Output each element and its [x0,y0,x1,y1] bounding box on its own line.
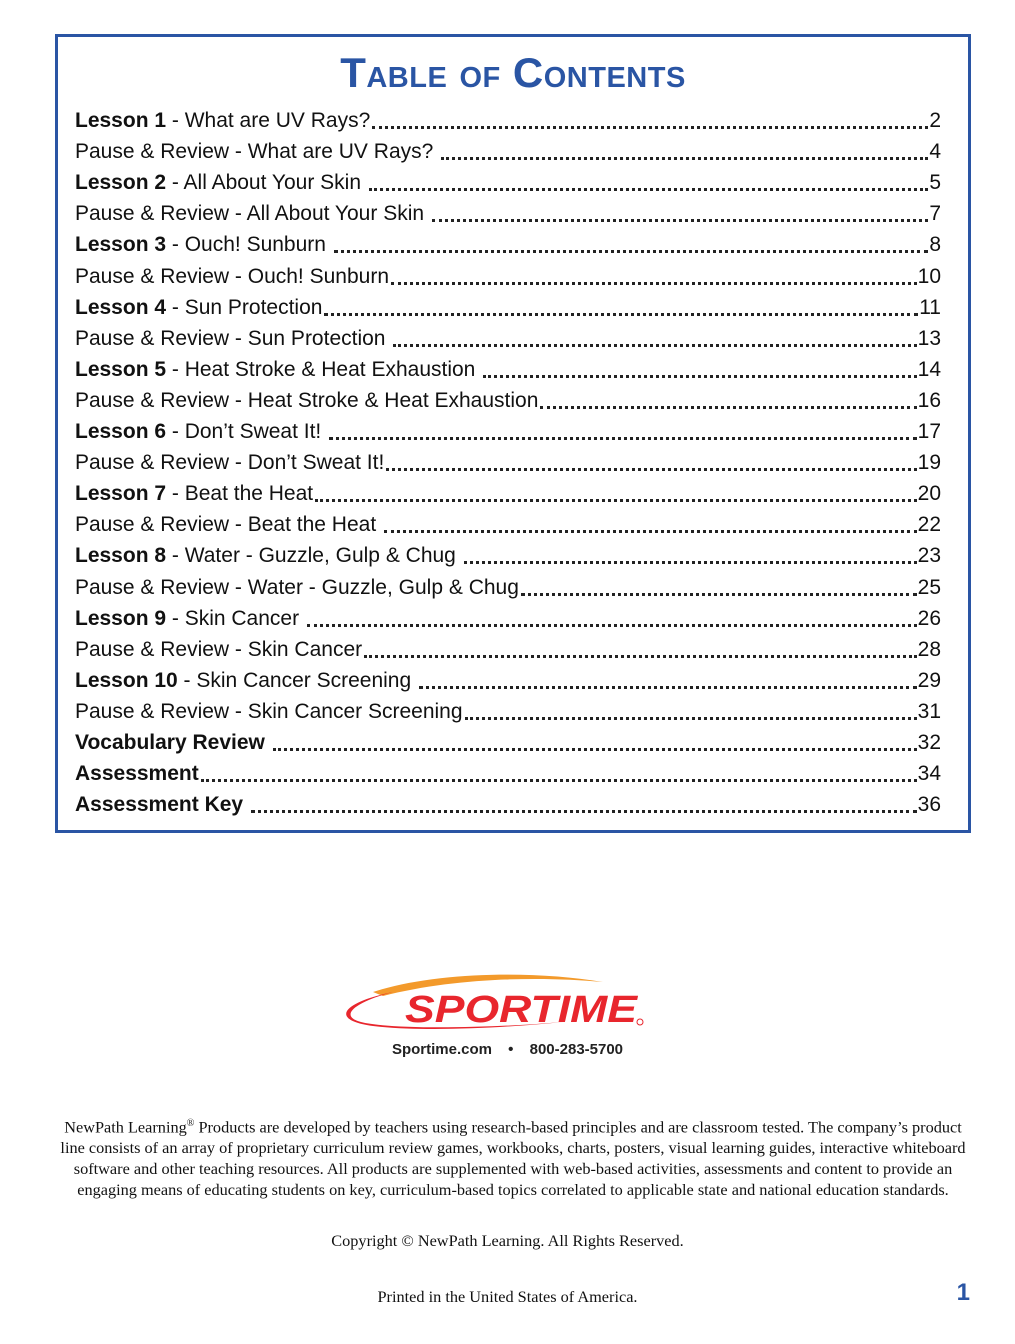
toc-entry-bold: Lesson 2 [75,171,167,195]
toc-entry-text: - Water - Guzzle, Gulp & Chug [166,544,462,568]
blurb-text: Products are developed by teachers using research-based principles and are classroom tested. The company’s product line consists of an array of proprietary curriculum review games, workbooks, charts, posters, visual learning guides, interactive whiteboard software and other teaching resources. All products are supplemented with web-based activities, assessments and content to provide an engaging means of educating students on key, curriculum-based topics correlated to applicable state and national education standards. [60,1117,966,1199]
sportime-logo [333,970,648,1032]
toc-entry [75,321,941,352]
toc-entry-text: Pause & Review - Skin Cancer [75,637,363,661]
toc-entry-label [75,792,249,818]
toc-entry-text: Pause & Review - Sun Protection [75,326,392,350]
dot-leader [364,654,917,658]
toc-entry-label [75,108,370,134]
toc-entry-bold: Assessment Key [75,793,244,817]
dot-leader [315,498,917,502]
toc-entry [75,507,941,538]
dot-leader [251,809,917,813]
dot-leader [521,592,917,596]
toc-page-number: 31 [917,699,941,723]
toc-page-number: 19 [917,451,941,475]
blurb-brand: NewPath Learning [64,1117,187,1137]
toc-page-number: 26 [917,606,941,630]
toc-page-number: 25 [917,575,941,599]
toc-entry [75,569,941,600]
dot-leader [441,156,928,160]
toc-entry-label [75,357,481,383]
dot-leader [201,778,917,782]
toc-entry-text: - What are UV Rays? [166,109,371,133]
toc-entry [75,227,941,258]
toc-entry-label [75,699,463,725]
toc-entry-label [75,543,462,569]
toc-entry-bold: Lesson 8 [75,544,167,568]
dot-leader [393,343,916,347]
toc-entry-text: Pause & Review - Heat Stroke & Heat Exhaustion [75,388,539,412]
printed-notice: Printed in the United States of America. [377,1287,638,1306]
toc-page-number: 20 [917,482,941,506]
toc-entry [75,787,941,818]
toc-entry [75,725,941,756]
toc-entry-bold: Lesson 6 [75,420,167,444]
toc-entry [75,476,941,507]
toc-entry-text: - All About Your Skin [166,171,367,195]
toc-page-number: 22 [917,513,941,537]
toc-entry [75,445,941,476]
dot-leader [465,716,917,720]
toc-entry-bold: Lesson 7 [75,482,167,506]
dot-leader [540,405,916,409]
toc-page-number: 7 [929,202,941,226]
toc-entry-text: - Heat Stroke & Heat Exhaustion [166,357,482,381]
toc-entry-label [75,575,519,601]
toc-entry-bold: Lesson 3 [75,233,167,257]
toc-entry [75,756,941,787]
toc-entry [75,601,941,632]
toc-entry-label [75,388,538,414]
toc-entry-label [75,512,382,538]
dot-leader [386,467,916,471]
toc-entry-label [75,232,332,258]
dot-leader [273,747,917,751]
toc-entry-bold: Assessment [75,762,199,786]
toc-page-number: 5 [929,171,941,195]
dot-leader [329,436,917,440]
toc-entry-label [75,637,362,663]
toc-page-number: 29 [917,668,941,692]
toc-entry-label [75,170,367,196]
toc-entry-label [75,730,271,756]
toc-entry-text: Pause & Review - Don’t Sweat It! [75,451,385,475]
table-of-contents [55,34,971,833]
toc-entry-text [265,731,271,754]
toc-entry [75,134,941,165]
toc-entry-text: Pause & Review - Beat the Heat [75,513,382,537]
toc-page-number: 2 [929,109,941,133]
logo-contact [0,1041,1015,1058]
dot-leader [432,218,928,222]
toc-entry-bold: Lesson 5 [75,357,167,381]
toc-entry-text: Pause & Review - What are UV Rays? [75,140,440,164]
toc-entry-label [75,201,430,227]
toc-entry [75,290,941,321]
toc-entry [75,165,941,196]
toc-entry-bold: Lesson 1 [75,109,167,133]
toc-page-number: 32 [917,730,941,754]
phone-text: 800-283-5700 [529,1041,624,1058]
toc-entry [75,196,941,227]
toc-page-number: 8 [929,233,941,257]
toc-page-number: 11 [919,295,941,319]
bullet-separator: • [508,1041,514,1058]
dot-leader [307,623,917,627]
toc-entry [75,103,941,134]
toc-entry-label [75,606,305,632]
toc-page-number: 36 [917,793,941,817]
toc-entry [75,538,941,569]
toc-entry-label [75,668,417,694]
toc-entry-label [75,264,389,290]
toc-entry-label [75,419,327,445]
page-number: 1 [956,1279,970,1306]
toc-list [75,103,941,818]
toc-page-number: 10 [917,264,941,288]
toc-page-number: 14 [917,357,941,381]
dot-leader [334,249,929,253]
toc-page-number: 4 [929,140,941,164]
dot-leader [384,529,917,533]
dot-leader [369,187,928,191]
toc-entry-label [75,481,313,507]
toc-entry [75,414,941,445]
toc-entry-bold: Lesson 9 [75,606,167,630]
toc-title: Table of Contents [340,49,686,96]
toc-entry-text: Pause & Review - Ouch! Sunburn [75,264,389,288]
toc-entry-text: - Beat the Heat [166,482,314,506]
toc-entry-text: - Don’t Sweat It! [166,420,328,444]
toc-entry-bold: Lesson 10 [75,668,178,692]
copyright-notice: Copyright © NewPath Learning. All Rights Reserved. [331,1231,684,1250]
toc-entry-bold: Vocabulary Review [75,730,265,754]
toc-entry [75,632,941,663]
dot-leader [464,560,917,564]
dot-leader [324,312,918,316]
dot-leader [391,281,917,285]
website-text: Sportime.com [391,1041,492,1058]
toc-entry [75,694,941,725]
toc-entry-text [243,793,249,816]
toc-page-number: 34 [917,762,941,786]
toc-entry-text: - Skin Cancer [166,606,305,630]
toc-page-number: 16 [917,388,941,412]
registered-mark-icon [637,1019,643,1025]
toc-entry-text: Pause & Review - All About Your Skin [75,202,430,226]
toc-entry [75,352,941,383]
toc-page-number: 23 [917,544,941,568]
toc-entry-text: Pause & Review - Water - Guzzle, Gulp & Chug [75,575,519,599]
toc-entry-text: Pause & Review - Skin Cancer Screening [75,699,463,723]
toc-entry-label [75,326,391,352]
dot-leader [372,125,928,129]
logo-wordmark: SPORTIME [405,989,639,1031]
toc-entry-text: - Sun Protection [166,295,323,319]
toc-entry-text: - Ouch! Sunburn [166,233,332,257]
toc-entry [75,258,941,289]
toc-page-number: 13 [917,326,941,350]
publisher-blurb [55,1114,971,1201]
registered-mark: ® [186,1118,195,1129]
toc-entry-label [75,450,384,476]
toc-entry [75,383,941,414]
toc-entry [75,663,941,694]
toc-entry-text: - Skin Cancer Screening [177,668,417,692]
toc-page-number: 28 [917,637,941,661]
toc-entry-label [75,139,439,165]
toc-entry-label [75,295,322,321]
toc-page-number: 17 [917,420,941,444]
toc-entry-label [75,761,199,787]
toc-entry-bold: Lesson 4 [75,295,167,319]
dot-leader [419,685,917,689]
dot-leader [483,374,916,378]
